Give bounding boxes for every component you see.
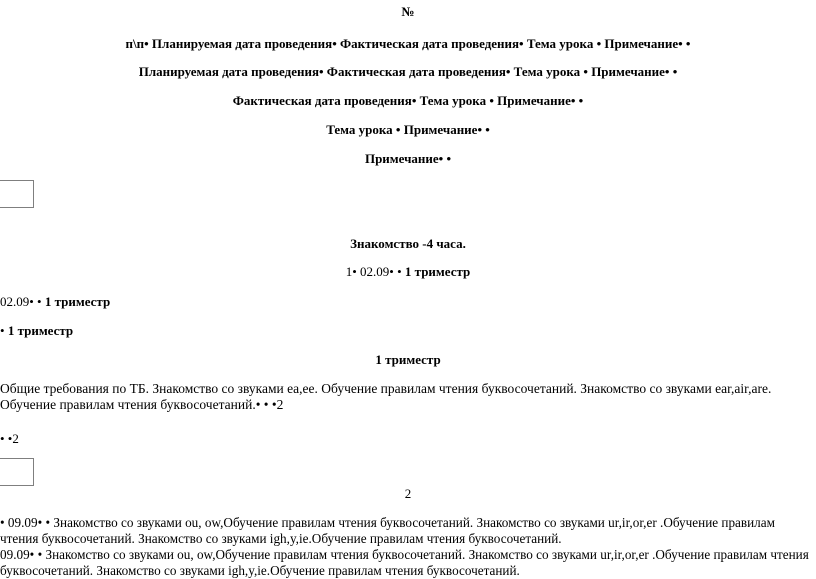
lesson-2-number: 2	[404, 486, 412, 501]
empty-table-cell-2	[0, 458, 34, 486]
bullet-marker: •	[0, 323, 8, 338]
lesson-date-text: 1• 02.09• •	[345, 264, 405, 279]
lesson-2-marker: • •2	[0, 431, 19, 446]
table-header-row-3: Фактическая дата проведения• Тема урока • Примечание• •	[232, 93, 584, 108]
lesson-term: 1 триместр	[404, 264, 471, 279]
lesson-date-line	[0, 264, 816, 280]
section-title: Знакомство -4 часа.	[350, 236, 466, 251]
table-header-row-1: п\п• Планируемая дата проведения• Фактическая дата проведения• Тема урока • Примечание• •	[125, 36, 691, 51]
table-header-row-4: Тема урока • Примечание• •	[326, 122, 490, 137]
table-header-row-5: Примечание• •	[364, 151, 452, 166]
date-text: 02.09• •	[0, 294, 45, 309]
term-heading: 1 триместр	[375, 352, 441, 367]
bullet-term: 1 триместр	[7, 323, 74, 338]
lesson-2-row-a: • 09.09• • Знакомство со звуками ou, ow,Обучение правилам чтения буквосочетаний. Знакомство со звуками ur,ir,or,er .Обучение правилам чтения буквосочетаний. Знакомство со звуками igh,y,ie.Обучение правилам чтения буквосочетаний.	[0, 515, 775, 546]
bullet-line	[0, 323, 73, 339]
table-header-row-2: Планируемая дата проведения• Фактическая дата проведения• Тема урока • Примечание• •	[138, 64, 678, 79]
number-sign-heading: №	[401, 4, 415, 19]
date-term: 1 триместр	[44, 294, 111, 309]
lesson-2-row-b: 09.09• • Знакомство со звуками ou, ow,Обучение правилам чтения буквосочетаний. Знакомство со звуками ur,ir,or,er .Обучение правилам чтения буквосочетаний. Знакомство со звуками igh,y,ie.Обучение правилам чтения буквосочетаний.	[0, 547, 809, 578]
date-line	[0, 294, 110, 310]
empty-table-cell	[0, 180, 34, 208]
lesson-1-description: Общие требования по ТБ. Знакомство со звуками ea,ee. Обучение правилам чтения буквосочетаний. Знакомство со звуками ear,air,are. Обучение правилам чтения буквосочетаний.• • •2	[0, 381, 772, 412]
